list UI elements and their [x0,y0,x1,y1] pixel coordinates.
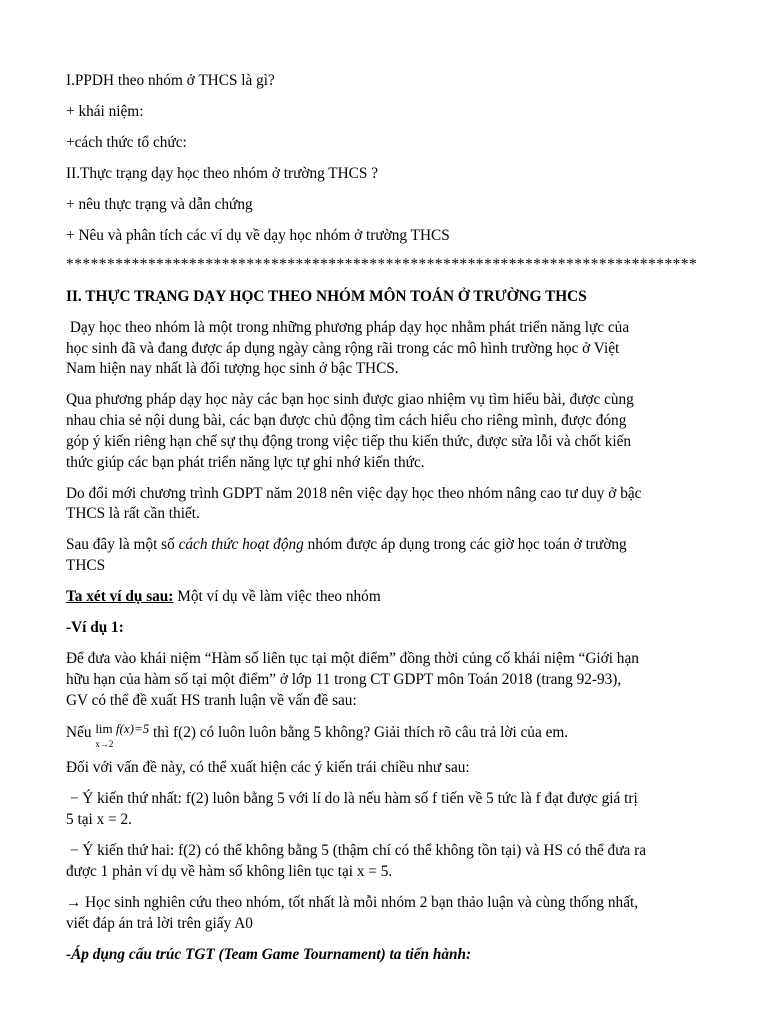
lim-function: f(x)=5 [112,721,150,736]
outline-line-5: + nêu thực trạng và dẫn chứng [66,196,253,213]
paragraph-1-line-2: học sinh đã và đang được áp dụng ngày càng rộng rãi trong các mô hình trường học ở Việt [66,340,620,357]
conclusion-line-2: viết đáp án trả lời trên giấy A0 [66,915,253,932]
opinion-1-line-2: 5 tại x = 2. [66,811,132,828]
example-label: Ta xét ví dụ sau: [66,588,174,605]
lim-word: lim [95,721,113,736]
opinion-2-line-2: được 1 phản ví dụ về hàm số không liên tục tại x = 5. [66,863,393,880]
example-text: Một ví dụ về làm việc theo nhóm [173,588,381,605]
section-heading: II. THỰC TRẠNG DẠY HỌC THEO NHÓM MÔN TOÁN Ở TRƯỜNG THCS [66,288,587,305]
tgt-heading: -Áp dụng cấu trúc TGT (Team Game Tournament) ta tiến hành: [66,946,472,963]
paragraph-4-pre: Sau đây là một số [66,536,179,553]
paragraph-2-line-2: nhau chia sẻ nội dung bài, các bạn được chủ động tìm cách hiểu cho riêng mình, được đóng [66,412,627,429]
example-intro-line [66,586,381,607]
outline-line-4: II.Thực trạng dạy học theo nhóm ở trường THCS ? [66,165,379,182]
limit-question-line [66,721,569,749]
paragraph-3-line-2: THCS là rất cần thiết. [66,505,200,522]
outline-line-1: I.PPDH theo nhóm ở THCS là gì? [66,72,275,89]
example-1-label: -Ví dụ 1: [66,619,124,636]
paragraph-4-line-2: THCS [66,557,106,574]
paragraph-1-line-3: Nam hiện nay nhất là đối tượng học sinh ở bậc THCS. [66,360,399,377]
outline-line-6: + Nêu và phân tích các ví dụ về dạy học nhóm ở trường THCS [66,227,450,244]
lim-subscript: x→2 [95,739,114,749]
paragraph-2-line-3: góp ý kiến riêng hạn chế sự thụ động trong việc tiếp thu kiến thức, được sửa lỗi và chốt kiến [66,433,632,450]
paragraph-4-post: nhóm được áp dụng trong các giờ học toán ở trường [303,536,627,553]
paragraph-5-line-2: hữu hạn của hàm số tại một điểm” ở lớp 11 trong CT GDPT môn Toán 2018 (trang 92-93), [66,671,622,688]
outline-line-3: +cách thức tổ chức: [66,134,187,151]
paragraph-5-line-1: Để đưa vào khái niệm “Hàm số liên tục tại một điểm” đồng thời củng cố khái niệm “Giới hạn [66,650,639,667]
outline-line-2: + khái niệm: [66,103,144,120]
paragraph-6: Đối với vấn đề này, có thể xuất hiện các ý kiến trái chiều như sau: [66,759,470,776]
paragraph-2-line-1: Qua phương pháp dạy học này các bạn học sinh được giao nhiệm vụ tìm hiểu bài, được cùng [66,391,634,408]
opinion-1-line-1: − Ý kiến thứ nhất: f(2) luôn bằng 5 với lí do là nếu hàm số f tiến về 5 tức là f đạt được giá trị [66,790,638,807]
separator-line: ***************************************************************************** [66,256,698,273]
limit-expression [95,721,150,749]
limit-question-rest: thì f(2) có luôn luôn bằng 5 không? Giải thích rõ câu trả lời của em. [149,724,569,741]
paragraph-4-line-1 [66,534,627,555]
paragraph-3-line-1: Do đổi mới chương trình GDPT năm 2018 nên việc dạy học theo nhóm nâng cao tư duy ở bậc [66,485,642,502]
paragraph-5-line-3: GV có thể đề xuất HS tranh luận về vấn đề sau: [66,692,357,709]
conclusion-line-1: → Học sinh nghiên cứu theo nhóm, tốt nhất là mỗi nhóm 2 bạn thảo luận và cùng thống nhất, [66,894,639,911]
paragraph-1-line-1: Dạy học theo nhóm là một trong những phương pháp dạy học nhằm phát triển năng lực của [66,319,630,336]
paragraph-4-italic: cách thức hoạt động [178,536,304,553]
opinion-2-line-1: − Ý kiến thứ hai: f(2) có thể không bằng 5 (thậm chí có thể không tồn tại) và HS có thể đưa ra [66,842,646,859]
paragraph-2-line-4: thức giúp các bạn phát triển năng lực tự ghi nhớ kiến thức. [66,454,425,471]
neu-text: Nếu [66,724,96,741]
